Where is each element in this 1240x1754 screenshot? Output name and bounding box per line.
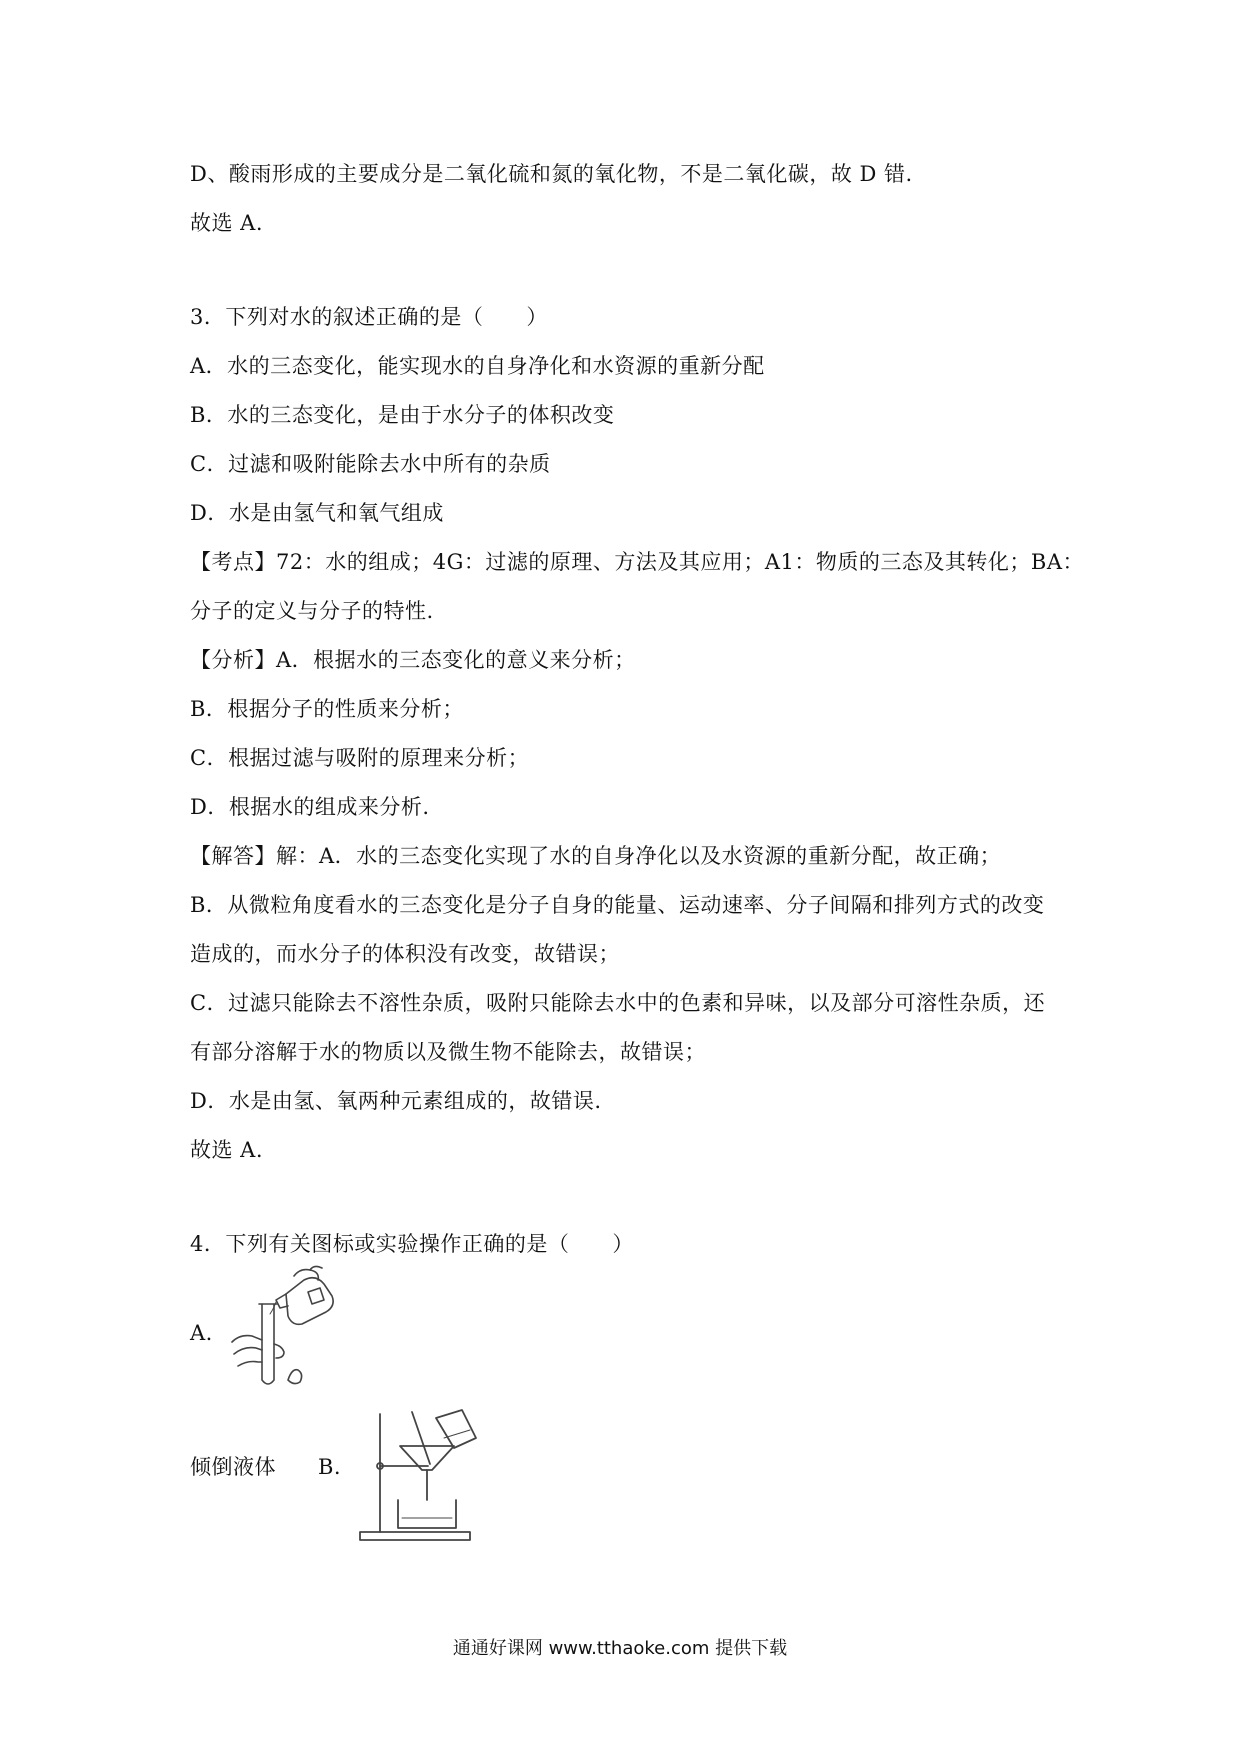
question-3-option-a: A．水的三态变化，能实现水的自身净化和水资源的重新分配: [190, 354, 765, 378]
solution-line-b-1: B．从微粒角度看水的三态变化是分子自身的能量、运动速率、分子间隔和排列方式的改变: [190, 893, 1045, 917]
question-4-option-b-label: B.: [318, 1455, 342, 1479]
page-footer: 通通好课网 www.tthaoke.com 提供下载: [452, 1638, 788, 1659]
answer-line-d: D、酸雨形成的主要成分是二氧化硫和氮的氧化物，不是二氧化碳，故 D 错.: [190, 162, 913, 186]
solution-line-b-2: 造成的，而水分子的体积没有改变，故错误；: [190, 942, 620, 966]
question-4-option-a-caption: 倾倒液体: [190, 1455, 276, 1479]
question-4-title: 4．下列有关图标或实验操作正确的是（ ）: [190, 1232, 634, 1256]
pouring-liquid-figure: [224, 1262, 354, 1392]
analysis-line-d: D．根据水的组成来分析.: [190, 795, 430, 819]
filtration-figure: [352, 1404, 492, 1544]
solution-choice: 故选 A.: [190, 1138, 264, 1162]
analysis-line-b: B．根据分子的性质来分析；: [190, 697, 464, 721]
solution-line-c-1: C．过滤只能除去不溶性杂质，吸附只能除去水中的色素和异味，以及部分可溶性杂质，还: [190, 991, 1046, 1015]
question-3-option-d: D．水是由氢气和氧气组成: [190, 501, 444, 525]
question-3-title: 3．下列对水的叙述正确的是（ ）: [190, 305, 548, 329]
analysis-line-c: C．根据过滤与吸附的原理来分析；: [190, 746, 530, 770]
solution-line-d: D．水是由氢、氧两种元素组成的，故错误.: [190, 1089, 602, 1113]
knowledge-point-line-1: 【考点】72：水的组成；4G：过滤的原理、方法及其应用；A1：物质的三态及其转化；BA：: [190, 550, 1084, 574]
analysis-line-a: 【分析】A．根据水的三态变化的意义来分析；: [190, 648, 636, 672]
question-4-option-a-label: A.: [190, 1321, 213, 1345]
knowledge-point-line-2: 分子的定义与分子的特性.: [190, 599, 434, 623]
solution-line-c-2: 有部分溶解于水的物质以及微生物不能除去，故错误；: [190, 1040, 706, 1064]
filtration-apparatus-illustration: [352, 1404, 492, 1544]
question-3-option-c: C．过滤和吸附能除去水中所有的杂质: [190, 452, 551, 476]
answer-choice: 故选 A.: [190, 211, 264, 235]
question-3-option-b: B．水的三态变化，是由于水分子的体积改变: [190, 403, 615, 427]
solution-line-a: 【解答】解：A．水的三态变化实现了水的自身净化以及水资源的重新分配，故正确；: [190, 844, 1002, 868]
pouring-liquid-illustration: [224, 1262, 354, 1392]
